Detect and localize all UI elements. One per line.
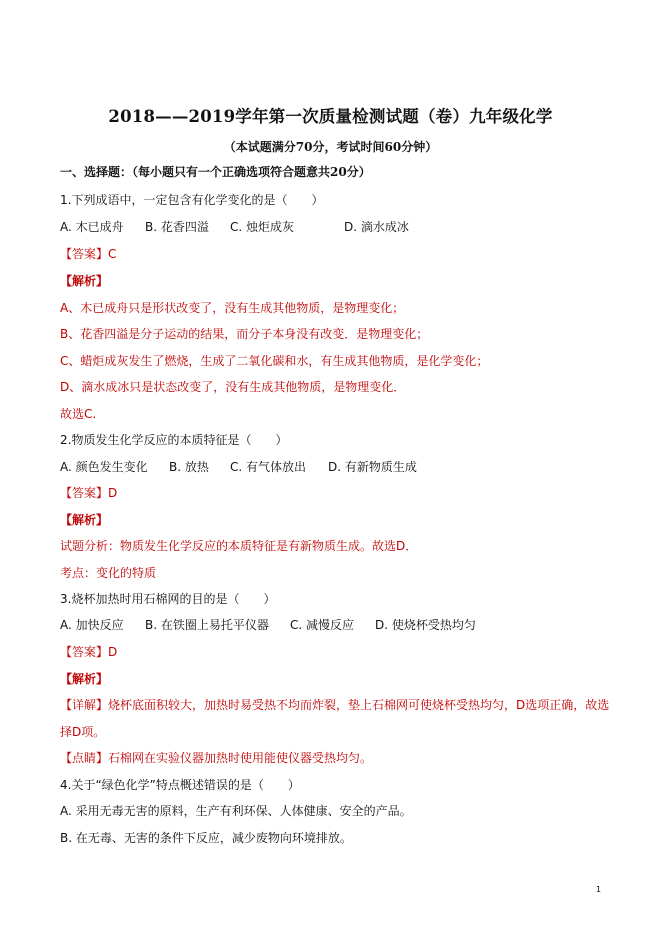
question-3-text: 3.烧杯加热时用石棉网的目的是（ ） [60, 592, 276, 606]
option-b: B. 在铁圈上易托平仪器 [145, 618, 269, 632]
option-a: A. 加快反应 [60, 618, 124, 632]
question-3-options [60, 617, 476, 633]
question-1-text: 1.下列成语中，一定包含有化学变化的是（ ） [60, 193, 324, 207]
answer-2: 【答案】D [60, 486, 118, 500]
option-c: C. 有气体放出 [230, 460, 307, 474]
question-4-option-b: B. 在无毒、无害的条件下反应，减少废物向环境排放。 [60, 831, 352, 845]
analysis-label-2: 【解析】 [60, 513, 109, 527]
page-title: 2018——2019学年第一次质量检测试题（卷）九年级化学 [108, 107, 553, 126]
question-2-options [60, 459, 417, 475]
conclusion-1: 故选C. [60, 407, 97, 421]
analysis-1-b: B、花香四溢是分子运动的结果，而分子本身没有改变．是物理变化； [60, 327, 429, 341]
question-1-options [60, 219, 409, 235]
answer-3: 【答案】D [60, 645, 118, 659]
analysis-label-1: 【解析】 [60, 274, 109, 288]
analysis-2: 试题分析：物质发生化学反应的本质特征是有新物质生成。故选D． [60, 539, 418, 553]
question-4-text: 4.关于“绿色化学”特点概述错误的是（ ） [60, 778, 300, 792]
option-b: B. 放热 [169, 460, 209, 474]
option-d: D. 使烧杯受热均匀 [375, 618, 476, 632]
detail-3-line-1: 【详解】烧杯底面积较大，加热时易受热不均而炸裂，垫上石棉网可使烧杯受热均匀，D选项正确，故选 [60, 698, 610, 712]
analysis-1-c: C、蜡炬成灰发生了燃烧，生成了二氧化碳和水，有生成其他物质，是化学变化； [60, 354, 489, 368]
analysis-1-d: D、滴水成冰只是状态改变了，没有生成其他物质，是物理变化． [60, 380, 406, 394]
detail-3-line-2: 择D项。 [60, 725, 106, 739]
option-c: C. 减慢反应 [290, 618, 355, 632]
option-d: D. 滴水成冰 [344, 220, 409, 234]
question-4-option-a: A. 采用无毒无害的原料，生产有利环保、人体健康、安全的产品。 [60, 804, 412, 818]
section-heading: 一、选择题：（每小题只有一个正确选项符合题意共20分） [60, 165, 371, 179]
option-b: B. 花香四溢 [145, 220, 209, 234]
page-subtitle: （本试题满分70分，考试时间60分钟） [223, 140, 438, 154]
question-2-text: 2.物质发生化学反应的本质特征是（ ） [60, 433, 288, 447]
kaodian-2: 考点：变化的特质 [60, 566, 157, 580]
option-a: A. 颜色发生变化 [60, 460, 148, 474]
option-d: D. 有新物质生成 [328, 460, 417, 474]
option-c: C. 烛炬成灰 [230, 220, 295, 234]
analysis-label-3: 【解析】 [60, 672, 109, 686]
page-number: 1 [596, 885, 602, 894]
option-a: A. 木已成舟 [60, 220, 124, 234]
answer-1: 【答案】C [60, 247, 117, 261]
tip-3: 【点睛】石棉网在实验仪器加热时使用能使仪器受热均匀。 [60, 751, 373, 765]
analysis-1-a: A、木已成舟只是形状改变了，没有生成其他物质，是物理变化； [60, 301, 405, 315]
